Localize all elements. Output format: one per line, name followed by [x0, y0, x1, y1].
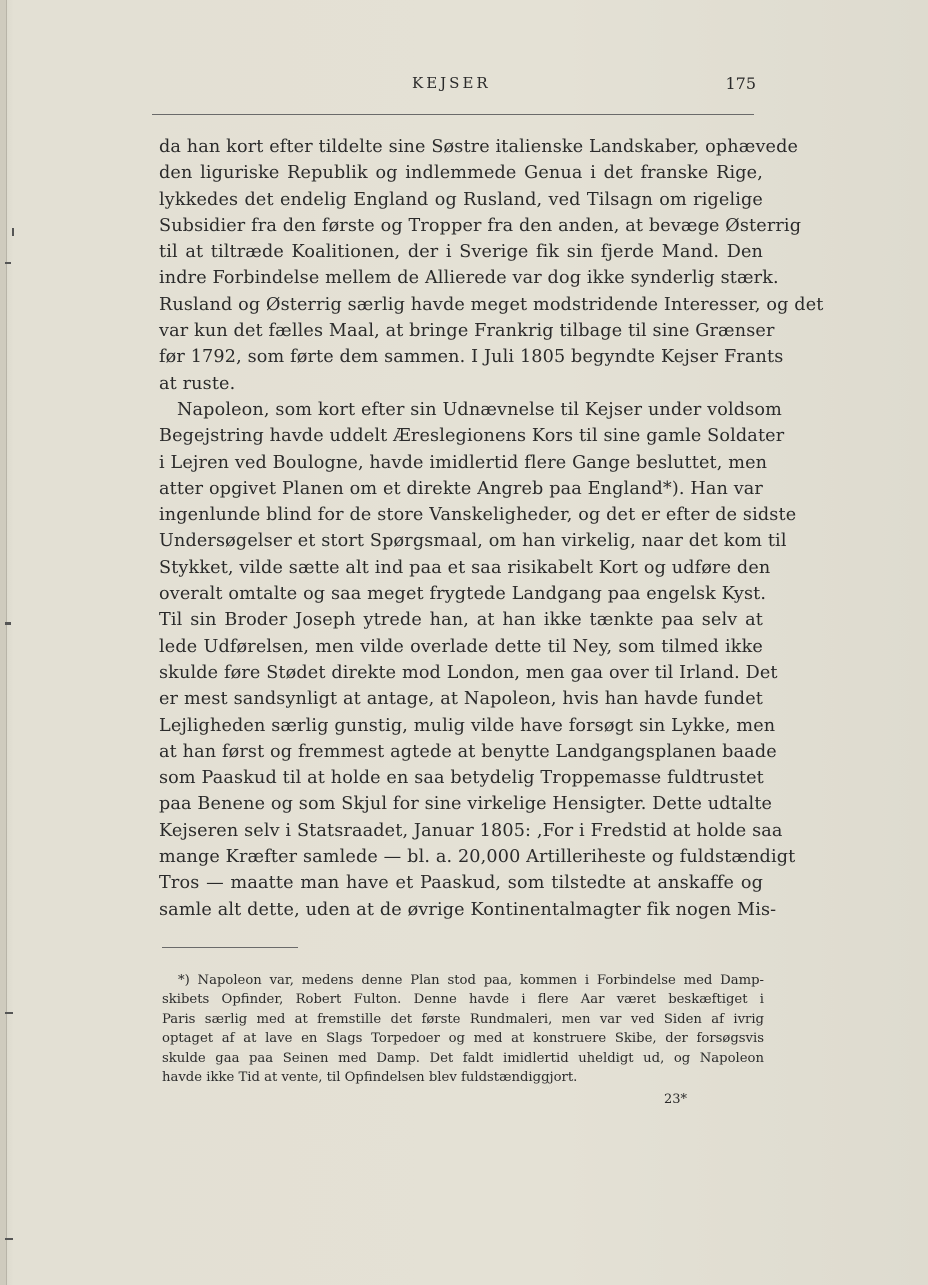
text-line: samle alt dette, uden at de øvrige Kontinentalmagter fik nogen Mis-	[159, 899, 777, 920]
text-line: Begejstring havde uddelt Æreslegionens Kors til sine gamle Soldater	[159, 426, 785, 447]
body-text	[159, 134, 824, 923]
signature-mark: 23*	[664, 1092, 688, 1107]
text-line: Tros — maatte man have et Paaskud, som tilstedte at anskaffe og	[159, 873, 763, 894]
text-line: skulde føre Stødet direkte mod London, men gaa over til Irland. Det	[159, 662, 778, 683]
text-line: lykkedes det endelig England og Rusland, ved Tilsagn om rigelige	[159, 189, 763, 210]
margin-mark	[5, 1012, 13, 1014]
text-line: paa Benene og som Skjul for sine virkelige Hensigter. Dette udtalte	[159, 794, 773, 815]
text-line: den liguriske Republik og indlemmede Genua i det franske Rige,	[159, 163, 763, 184]
footnote-line: Paris særlig med at fremstille det første Rundmaleri, men var ved Siden af ivrig	[162, 1011, 764, 1027]
text-line: Stykket, vilde sætte alt ind paa et saa risikabelt Kort og udføre den	[159, 557, 771, 578]
book-spine-edge	[0, 0, 7, 1285]
text-line: at han først og fremmest agtede at benytte Landgangsplanen baade	[159, 741, 777, 762]
margin-mark	[5, 1238, 13, 1240]
text-line: til at tiltræde Koalitionen, der i Sverige fik sin fjerde Mand. Den	[159, 242, 763, 263]
text-line: før 1792, som førte dem sammen. I Juli 1805 begyndte Kejser Frants	[159, 347, 784, 368]
page-header	[160, 74, 758, 98]
page-number: 175	[725, 74, 756, 93]
footnote-line: skulde gaa paa Seinen med Damp. Det faldt imidlertid uheldigt ud, og Napoleon	[162, 1050, 764, 1066]
text-line: indre Forbindelse mellem de Allierede var dog ikke synderlig stærk.	[159, 268, 779, 289]
text-line: i Lejren ved Boulogne, havde imidlertid flere Gange besluttet, men	[159, 452, 768, 473]
text-line: lede Udførelsen, men vilde overlade dette til Ney, som tilmed ikke	[159, 636, 763, 657]
header-rule	[152, 114, 754, 115]
text-line: Kejseren selv i Statsraadet, Januar 1805: ,For i Fredstid at holde saa	[159, 820, 783, 841]
text-line: Lejligheden særlig gunstig, mulig vilde have forsøgt sin Lykke, men	[159, 715, 776, 736]
text-line: da han kort efter tildelte sine Søstre italienske Landskaber, ophævede	[159, 137, 799, 157]
text-line: Napoleon, som kort efter sin Udnævnelse til Kejser under voldsom	[177, 399, 782, 420]
text-line: som Paaskud til at holde en saa betydelig Troppemasse fuldtrustet	[159, 768, 764, 789]
text-line: Undersøgelser et stort Spørgsmaal, om han virkelig, naar det kom til	[159, 531, 787, 552]
footnote-line: optaget af at lave en Slags Torpedoer og med at konstruere Skibe, der forsøgsvis	[162, 1031, 764, 1047]
text-line: overalt omtalte og saa meget frygtede Landgang paa engelsk Kyst.	[159, 584, 767, 605]
footnote-line: havde ikke Tid at vente, til Opfindelsen blev fuldstændiggjort.	[162, 1069, 578, 1085]
margin-mark	[12, 228, 14, 236]
text-line: var kun det fælles Maal, at bringe Frankrig tilbage til sine Grænser	[159, 321, 775, 342]
margin-mark	[5, 262, 11, 264]
text-line: Subsidier fra den første og Tropper fra den anden, at bevæge Østerrig	[159, 215, 802, 236]
running-head: KEJSER	[412, 74, 491, 92]
footnote-line: *) Napoleon var, medens denne Plan stod paa, kommen i Forbindelse med Damp-	[178, 973, 764, 988]
footnote-rule	[162, 947, 298, 948]
text-line: Til sin Broder Joseph ytrede han, at han ikke tænkte paa selv at	[159, 610, 763, 631]
footnote-line: skibets Opfinder, Robert Fulton. Denne havde i flere Aar været beskæftiget i	[162, 992, 764, 1008]
text-line: ingenlunde blind for de store Vanskeligheder, og det er efter de sidste	[159, 505, 797, 526]
text-line: at ruste.	[159, 373, 236, 394]
margin-mark	[5, 622, 11, 625]
text-line: mange Kræfter samlede — bl. a. 20,000 Artilleriheste og fuldstændigt	[159, 847, 796, 868]
footnotes	[162, 971, 764, 1087]
text-line: Rusland og Østerrig særlig havde meget modstridende Interesser, og det	[159, 294, 824, 315]
text-line: er mest sandsynligt at antage, at Napoleon, hvis han havde fundet	[159, 689, 763, 710]
text-line: atter opgivet Planen om et direkte Angreb paa England*). Han var	[159, 478, 763, 499]
